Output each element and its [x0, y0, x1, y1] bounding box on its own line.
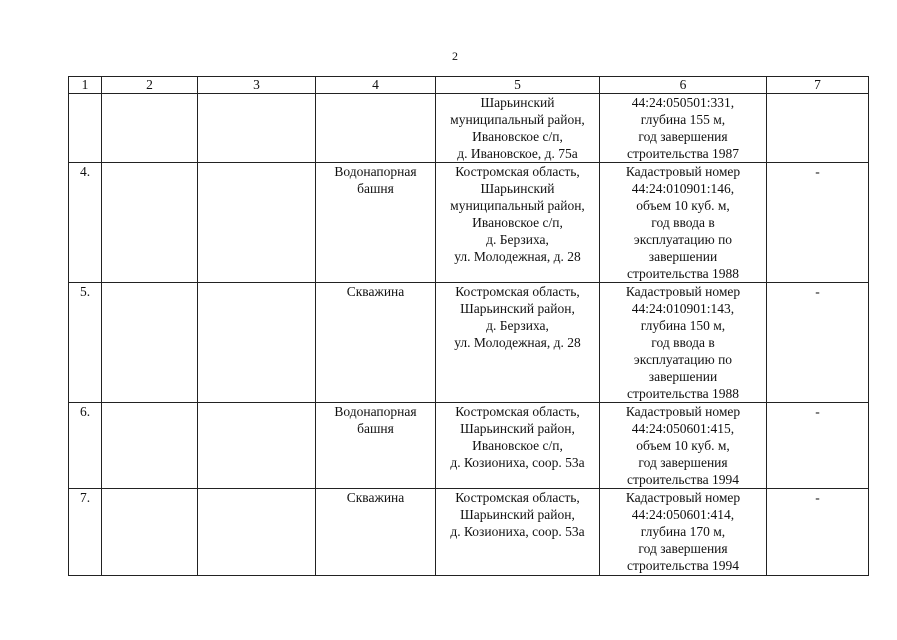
cell-col7 — [767, 94, 869, 163]
page-number: 2 — [452, 49, 458, 63]
row-number: 4. — [69, 163, 102, 283]
object-characteristics: Кадастровый номер 44:24:050601:415, объем 10 куб. м, год завершения строительства 1994 — [600, 403, 767, 489]
object-address: Костромская область, Шарьинский муниципальный район, Ивановское с/п, д. Берзиха, ул. Молодежная, д. 28 — [436, 163, 600, 283]
header-cell: 4 — [316, 77, 436, 94]
table-row — [69, 403, 869, 489]
cell-col3 — [198, 94, 316, 163]
cell-col2 — [102, 163, 198, 283]
row-number: 7. — [69, 489, 102, 576]
cell-col3 — [198, 489, 316, 576]
object-name: Водонапорная башня — [316, 163, 436, 283]
cell-col3 — [198, 403, 316, 489]
table-row — [69, 94, 869, 163]
row-number — [69, 94, 102, 163]
cell-col2 — [102, 283, 198, 403]
object-characteristics: Кадастровый номер 44:24:010901:146, объем 10 куб. м, год ввода в эксплуатацию по завершении строительства 1988 — [600, 163, 767, 283]
cell-col3 — [198, 163, 316, 283]
cell-col7: - — [767, 403, 869, 489]
cell-col7: - — [767, 163, 869, 283]
header-cell: 7 — [767, 77, 869, 94]
header-cell: 6 — [600, 77, 767, 94]
object-name: Скважина — [316, 283, 436, 403]
registry-table — [68, 76, 869, 576]
table-row — [69, 489, 869, 576]
object-characteristics: 44:24:050501:331, глубина 155 м, год завершения строительства 1987 — [600, 94, 767, 163]
object-characteristics: Кадастровый номер 44:24:050601:414, глубина 170 м, год завершения строительства 1994 — [600, 489, 767, 576]
object-address: Костромская область, Шарьинский район, Ивановское с/п, д. Козиониха, соор. 53а — [436, 403, 600, 489]
row-number: 5. — [69, 283, 102, 403]
cell-col2 — [102, 94, 198, 163]
header-cell: 5 — [436, 77, 600, 94]
cell-col7: - — [767, 489, 869, 576]
object-name: Скважина — [316, 489, 436, 576]
table-row — [69, 283, 869, 403]
object-name: Водонапорная башня — [316, 403, 436, 489]
cell-col7: - — [767, 283, 869, 403]
object-characteristics: Кадастровый номер 44:24:010901:143, глубина 150 м, год ввода в эксплуатацию по завершении строительства 1988 — [600, 283, 767, 403]
object-address: Костромская область, Шарьинский район, д. Берзиха, ул. Молодежная, д. 28 — [436, 283, 600, 403]
object-address: Шарьинский муниципальный район, Ивановское с/п, д. Ивановское, д. 75а — [436, 94, 600, 163]
object-address: Костромская область, Шарьинский район, д. Козиониха, соор. 53а — [436, 489, 600, 576]
row-number: 6. — [69, 403, 102, 489]
cell-col2 — [102, 403, 198, 489]
cell-col2 — [102, 489, 198, 576]
header-cell: 3 — [198, 77, 316, 94]
header-cell: 1 — [69, 77, 102, 94]
cell-col3 — [198, 283, 316, 403]
object-name — [316, 94, 436, 163]
header-cell: 2 — [102, 77, 198, 94]
table-row — [69, 163, 869, 283]
header-row — [69, 77, 869, 94]
